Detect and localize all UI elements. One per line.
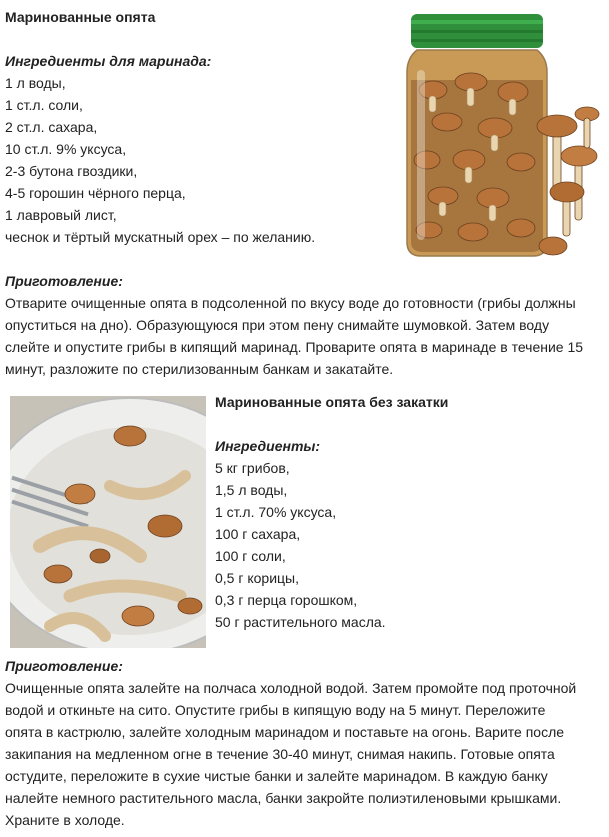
recipe-1-ingredients-heading: Ингредиенты для маринада: (5, 53, 212, 69)
prep-line: Храните в холоде. (5, 812, 125, 828)
recipe-2 (215, 391, 605, 633)
ingredient-item: 2-3 бутона гвоздики, (5, 163, 138, 179)
recipe-2-ingredients-heading: Ингредиенты: (215, 438, 321, 454)
ingredient-item: 5 кг грибов, (215, 460, 290, 476)
ingredient-item: 1,5 л воды, (215, 482, 288, 498)
ingredient-item: 100 г соли, (215, 548, 286, 564)
recipe-2-preparation (5, 655, 607, 831)
ingredient-item: 100 г сахара, (215, 526, 301, 542)
prep-line: остудите, переложите в сухие чистые банки и залейте маринадом. В каждую банку (5, 768, 548, 784)
ingredient-item: 1 лавровый лист, (5, 207, 117, 223)
ingredient-item: 4-5 горошин чёрного перца, (5, 185, 186, 201)
mushroom-jar-photo (403, 10, 601, 262)
mushroom-plate-icon (10, 396, 206, 648)
ingredient-item: чеснок и тёртый мускатный орех – по желанию. (5, 229, 316, 245)
mushroom-plate-photo (10, 396, 206, 648)
ingredient-item: 1 ст.л. соли, (5, 97, 83, 113)
prep-line: закипания на медленном огне в течение 30-40 минут, снимая накипь. Готовые опята (5, 746, 555, 762)
prep-line: водой и откиньте на сито. Опустите грибы в кипящую воду на 5 минут. Переложите (5, 702, 546, 718)
recipe-1-prep-heading: Приготовление: (5, 273, 123, 289)
recipe-2-title: Маринованные опята без закатки (215, 394, 449, 410)
prep-line: опята в кастрюлю, залейте холодным маринадом и поставьте на огонь. Варите после (5, 724, 565, 740)
prep-line: Очищенные опята залейте на полчаса холодной водой. Затем промойте под проточной (5, 680, 577, 696)
ingredient-item: 50 г растительного масла. (215, 614, 386, 630)
recipe-2-ingredient-list (215, 457, 605, 633)
ingredient-item: 2 ст.л. сахара, (5, 119, 98, 135)
ingredient-item: 1 л воды, (5, 75, 66, 91)
recipe-2-prep-heading: Приготовление: (5, 658, 123, 674)
prep-line: опуститься на дно). Образующуюся при этом пену снимайте шумовкой. Затем воду (5, 317, 550, 333)
ingredient-item: 1 ст.л. 70% уксуса, (215, 504, 337, 520)
prep-line: Отварите очищенные опята в подсоленной по вкусу воде до готовности (грибы должны (5, 295, 576, 311)
recipe-1-title: Маринованные опята (5, 9, 156, 25)
mushroom-jar-icon (403, 10, 601, 262)
ingredient-item: 0,5 г корицы, (215, 570, 299, 586)
recipe-2-prep-text (5, 677, 607, 831)
prep-line: минут, разложите по стерилизованным банкам и закатайте. (5, 361, 394, 377)
prep-line: слейте и опустите грибы в кипящий маринад. Проварите опята в маринаде в течение 15 (5, 339, 584, 355)
ingredient-item: 0,3 г перца горошком, (215, 592, 358, 608)
recipe-1-prep-text (5, 292, 605, 380)
prep-line: налейте немного растительного масла, банки закройте полиэтиленовыми крышками. (5, 790, 562, 806)
ingredient-item: 10 ст.л. 9% уксуса, (5, 141, 127, 157)
